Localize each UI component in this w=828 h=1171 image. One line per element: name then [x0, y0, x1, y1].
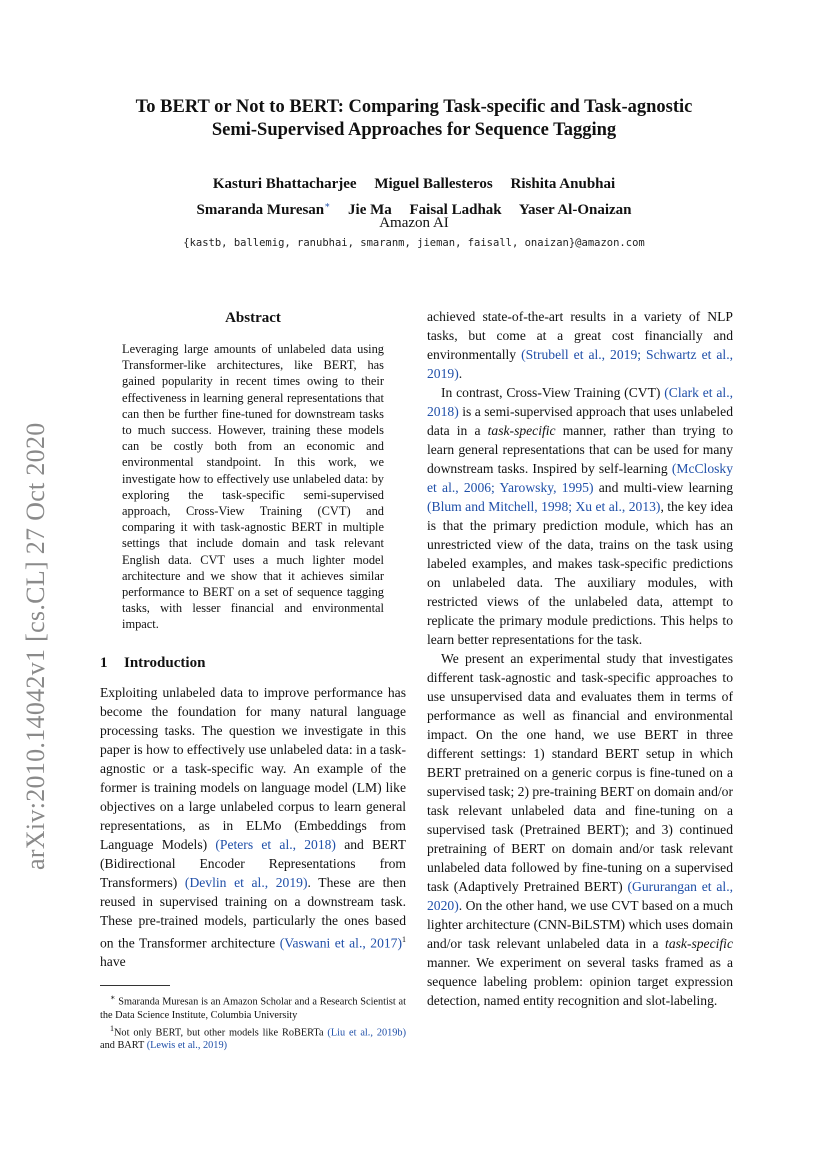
- text-run: manner. We experiment on several tasks framed as a sequence labeling problem: opinion target expression detection, named entity recognition and slot-labeling.: [427, 955, 733, 1008]
- text-run: . These are then reused in supervised training on a downstream task. These pre-trained models, particularly the ones based on the Transformer architecture: [100, 874, 406, 951]
- text-run: Exploiting unlabeled data to improve performance has become the foundation for many natural language processing tasks. The question we investigate in this paper is how to effectively use unlabeled data: in a task-agnostic or a task-specific way. An example of the former is training models on language model (LM) like objectives on a large unlabeled corpus to learn general representations, as in ELMo (Embeddings from Language Models): [100, 684, 406, 852]
- body-paragraph: [427, 383, 733, 649]
- text-run: We present an experimental study that investigates different task-agnostic and task-specific approaches to use unsupervised data and evaluates them in terms of performance as well as financial and environmental impact. On the one hand, we use BERT in three different settings: 1) standard BERT setup in which BERT pretrained on a generic corpus is fine-tuned on a supervised task; 2) pre-training BERT on domain and/or task relevant unlabeled data and fine-tuning on a supervised task (Pretrained BERT); and 3) continued pretraining of BERT on domain and/or task relevant unlabeled data followed by fine-tuning on a supervised task (Adaptively Pretrained BERT): [427, 651, 733, 894]
- text-run: have: [100, 954, 126, 970]
- text-run: manner, rather than trying to learn general representations that can be used for many downstream tasks. Inspired by self-learning: [427, 423, 733, 476]
- author-name: Kasturi Bhattacharjee: [212, 176, 357, 192]
- title-line-2: Semi-Supervised Approaches for Sequence Tagging: [211, 120, 617, 140]
- abstract-text: Leveraging large amounts of unlabeled data using Transformer-like architectures, like BERT, has gained popularity in recent times owing to their effectiveness in learning general representations that can then be further fine-tuned for downstream tasks to much success. However, training these models can be costly both from an economic and environmental standpoint. In this work, we investigate how to effectively use unlabeled data: by exploring the task-specific semi-supervised approach, Cross-View Training (CVT) and comparing it with task-agnostic BERT in multiple settings that include domain and task relevant English data. CVT uses a much lighter model architecture and we show that it achieves similar performance to BERT on a set of sequence tagging tasks, with lesser financial and environmental impact.: [122, 342, 384, 632]
- citation-link[interactable]: (Clark et al., 2018): [427, 385, 733, 419]
- intro-paragraph: [100, 683, 406, 972]
- author-name: Miguel Ballesteros: [374, 176, 493, 192]
- text-run: and multi-view learning: [593, 480, 733, 495]
- author-name: Yaser Al-Onaizan: [518, 202, 632, 218]
- title-line-1: To BERT or Not to BERT: Comparing Task-specific and Task-agnostic: [135, 97, 693, 117]
- footnote-text: Smaranda Muresan is an Amazon Scholar and a Research Scientist at the Data Science Institute, Columbia University: [100, 996, 406, 1021]
- arxiv-identifier: arXiv:2010.14042v1 [cs.CL] 27 Oct 2020: [21, 422, 50, 870]
- text-run: is a semi-supervised approach that uses unlabeled data in a: [427, 404, 733, 438]
- footnote-marker: ∗: [110, 993, 116, 1003]
- citation-link[interactable]: (Blum and Mitchell, 1998; Xu et al., 2013): [427, 499, 661, 514]
- citation-link[interactable]: (Liu et al., 2019b): [327, 1027, 406, 1039]
- author-emails: {kastb, ballemig, ranubhai, smaranm, jieman, faisall, onaizan}@amazon.com: [183, 237, 645, 249]
- text-run: .: [458, 366, 463, 381]
- text-run: and BERT (Bidirectional Encoder Representations from Transformers): [100, 836, 406, 890]
- section-heading-introduction: [100, 653, 406, 673]
- author-name: Rishita Anubhai: [510, 176, 616, 192]
- text-run: In contrast, Cross-View Training (CVT): [441, 385, 665, 400]
- footnote-marker: 1: [110, 1023, 114, 1033]
- body-paragraph: [427, 307, 733, 383]
- author-name: Faisal Ladhak: [409, 202, 502, 218]
- text-run: achieved state-of-the-art results in a variety of NLP tasks, but come at a great cost financially and environmentally: [427, 309, 733, 362]
- footnote-marker[interactable]: ∗: [324, 200, 331, 210]
- citation-link[interactable]: (Strubell et al., 2019; Schwartz et al., 2019): [427, 347, 733, 381]
- body-paragraph: [427, 649, 733, 1010]
- left-column: [100, 307, 406, 1052]
- footnote-text: and BART: [100, 1040, 147, 1052]
- emphasis-text: task-specific: [487, 423, 556, 438]
- author-row-1: [60, 174, 768, 195]
- affiliation: Amazon AI: [379, 215, 449, 231]
- footnote-divider: [100, 985, 170, 986]
- section-title: Introduction: [124, 654, 206, 671]
- citation-link[interactable]: (Devlin et al., 2019): [184, 874, 308, 890]
- section-number: 1: [100, 654, 108, 671]
- citation-link[interactable]: (Vaswani et al., 2017): [279, 935, 402, 951]
- text-run: . On the other hand, we use CVT based on a much lighter architecture (CNN-BiLSTM) which uses domain and/or task relevant unlabeled data in a: [427, 898, 733, 951]
- abstract-heading: Abstract: [225, 310, 281, 326]
- paper-title: [60, 96, 768, 142]
- citation-link[interactable]: (McClosky et al., 2006; Yarowsky, 1995): [427, 461, 733, 495]
- right-column: [427, 307, 733, 1010]
- emphasis-text: task-specific: [665, 936, 733, 951]
- text-run: , the key idea is that the primary prediction module, which has an unrestricted view of the data, trains on the task using labeled examples, and makes task-specific predictions on unlabeled data. The auxiliary modules, with restricted views of the unlabeled data, attempt to replicate the primary module predictions. This helps to learn better representations for the task.: [427, 499, 733, 647]
- citation-link[interactable]: (Lewis et al., 2019): [146, 1040, 228, 1052]
- footnote: [100, 991, 406, 1021]
- footnote-text: Not only BERT, but other models like RoBERTa: [114, 1027, 328, 1039]
- footnote-marker[interactable]: 1: [402, 934, 406, 944]
- author-name: Smaranda Muresan: [196, 202, 325, 218]
- footnote: [100, 1022, 406, 1052]
- author-name: Jie Ma: [348, 202, 392, 218]
- citation-link[interactable]: (Gururangan et al., 2020): [427, 879, 733, 913]
- citation-link[interactable]: (Peters et al., 2018): [215, 836, 336, 852]
